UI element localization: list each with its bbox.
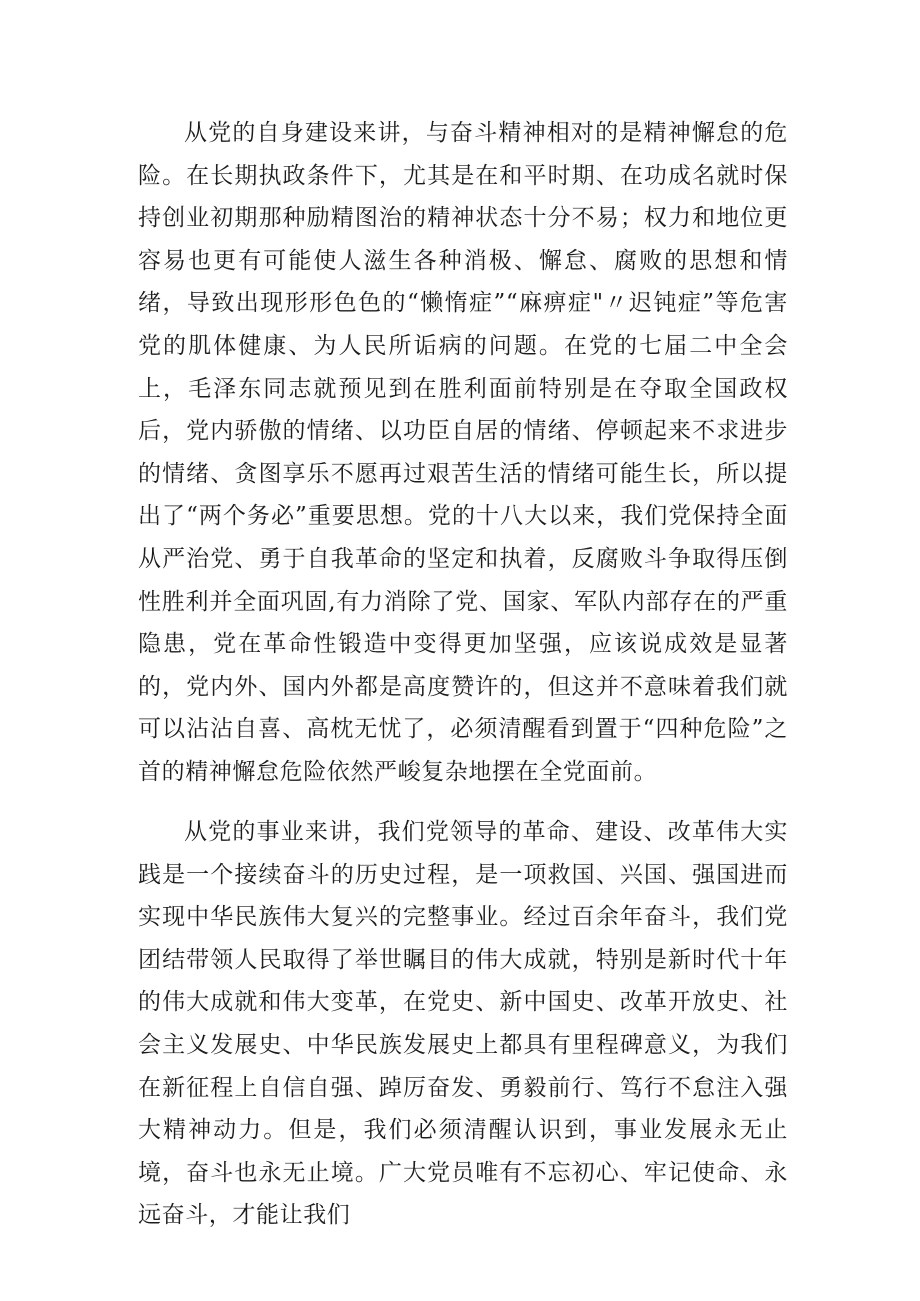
body-paragraph-2 [138, 811, 788, 1237]
paragraph-text: 从党的自身建设来讲，与奋斗精神相对的是精神懈怠的危险。在长期执政条件下，尤其是在和平时期、在功成名就时保持创业初期那种励精图治的精神状态十分不易；权力和地位更容易也更有可能使人滋生各种消极、懈怠、腐败的思想和情绪，导致出现形形色色的“懒惰症”“麻痹症"〃迟钝症”等危害党的肌体健康、为人民所诟病的问题。在党的七届二中全会上，毛泽东同志就预见到在胜利面前特别是在夺取全国政权后，党内骄傲的情绪、以功臣自居的情绪、停顿起来不求进步的情绪、贪图享乐不愿再过艰苦生活的情绪可能生长，所以提出了“两个务必”重要思想。党的十八大以来，我们党保持全面从严治党、勇于自我革命的坚定和执着，反腐败斗争取得压倒性胜利并全面巩固,有力消除了党、国家、军队内部存在的严重隐患，党在革命性锻造中变得更加坚强，应该说成效是显著的，党内外、国内外都是高度赞许的，但这并不意味着我们就可以沾沾自喜、高枕无忧了，必须清醒看到置于“四种危险”之首的精神懈怠危险依然严峻复杂地摆在全党面前。 [138, 120, 788, 785]
paragraph-text: 从党的事业来讲，我们党领导的革命、建设、改革伟大实践是一个接续奋斗的历史过程，是一项救国、兴国、强国进而实现中华民族伟大复兴的完整事业。经过百余年奋斗，我们党团结带领人民取得了举世瞩目的伟大成就，特别是新时代十年的伟大成就和伟大变革，在党史、新中国史、改革开放史、社会主义发展史、中华民族发展史上都具有里程碑意义，为我们在新征程上自信自强、踔厉奋发、勇毅前行、笃行不怠注入强大精神动力。但是，我们必须清醒认识到，事业发展永无止境，奋斗也永无止境。广大党员唯有不忘初心、牢记使命、永远奋斗，才能让我们 [138, 819, 788, 1229]
body-paragraph-1 [138, 112, 788, 794]
